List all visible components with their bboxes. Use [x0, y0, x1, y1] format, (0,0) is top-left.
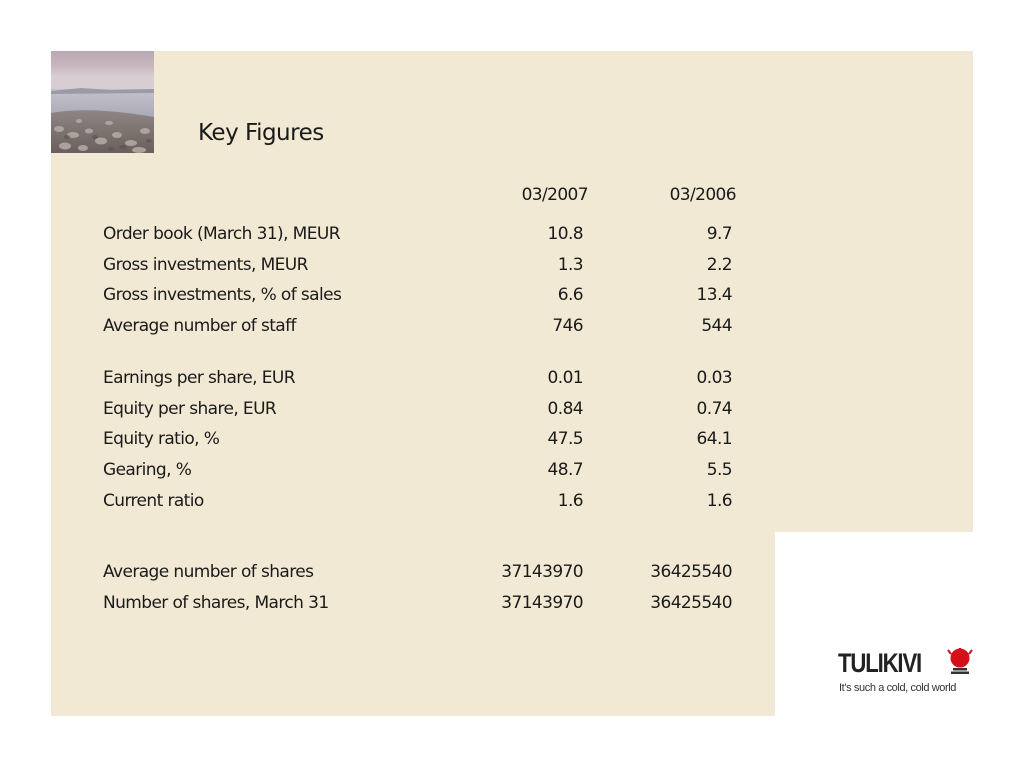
value-2007: 6.6	[557, 285, 583, 305]
value-2007: 47.5	[547, 429, 583, 449]
value-2006: 5.5	[706, 460, 732, 480]
value-2007: 746	[552, 316, 583, 336]
column-header-2007: 03/2007	[521, 185, 588, 205]
row-label: Average number of staff	[103, 316, 296, 336]
flame-stove-icon	[947, 648, 973, 676]
row-label: Gross investments, % of sales	[103, 285, 342, 305]
value-2006: 64.1	[696, 429, 732, 449]
seascape-photo	[51, 51, 154, 153]
value-2006: 13.4	[696, 285, 732, 305]
value-2007: 0.84	[547, 399, 583, 419]
row-label: Number of shares, March 31	[103, 593, 329, 613]
value-2006: 36425540	[650, 593, 732, 613]
row-label: Current ratio	[103, 491, 204, 511]
value-2007: 0.01	[547, 368, 583, 388]
logo-wordmark: TULIKIVI	[838, 648, 922, 678]
page-title: Key Figures	[198, 120, 324, 146]
row-label: Equity per share, EUR	[103, 399, 277, 419]
value-2007: 1.6	[557, 491, 583, 511]
row-label: Gross investments, MEUR	[103, 255, 308, 275]
value-2006: 9.7	[706, 224, 732, 244]
value-2007: 1.3	[557, 255, 583, 275]
tulikivi-logo	[838, 648, 978, 698]
row-label: Order book (March 31), MEUR	[103, 224, 340, 244]
logo-tagline: It’s such a cold, cold world	[839, 682, 956, 694]
value-2007: 48.7	[547, 460, 583, 480]
row-label: Equity ratio, %	[103, 429, 220, 449]
row-label: Gearing, %	[103, 460, 192, 480]
column-header-2006: 03/2006	[669, 185, 736, 205]
value-2007: 37143970	[501, 562, 583, 582]
value-2006: 0.74	[696, 399, 732, 419]
row-label: Average number of shares	[103, 562, 314, 582]
value-2006: 36425540	[650, 562, 732, 582]
value-2007: 10.8	[547, 224, 583, 244]
value-2006: 1.6	[706, 491, 732, 511]
value-2006: 544	[701, 316, 732, 336]
row-label: Earnings per share, EUR	[103, 368, 295, 388]
value-2007: 37143970	[501, 593, 583, 613]
value-2006: 0.03	[696, 368, 732, 388]
value-2006: 2.2	[706, 255, 732, 275]
